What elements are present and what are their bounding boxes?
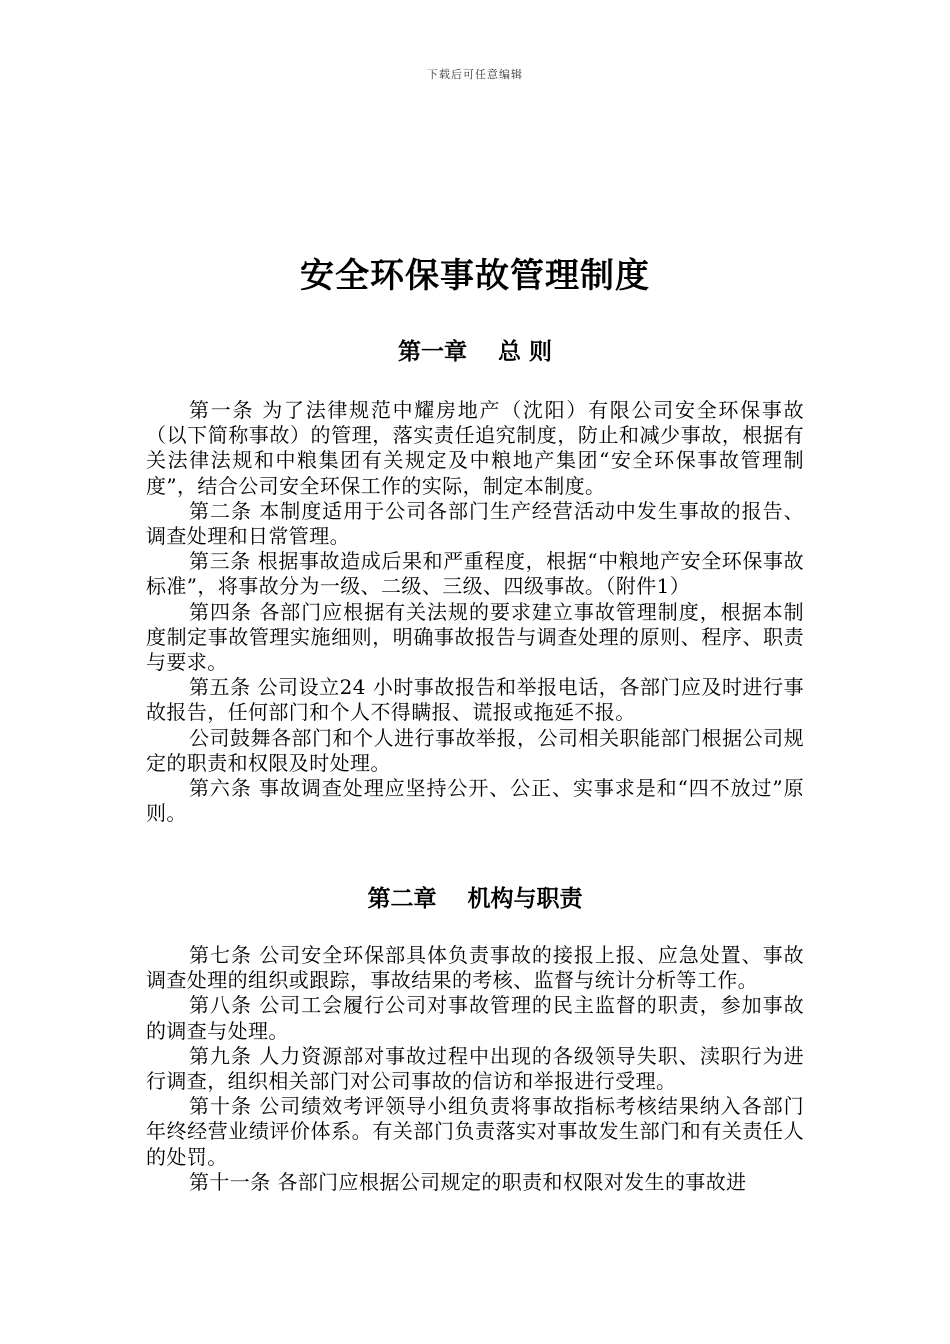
chapter-1-heading: 第一章 总 则 (397, 338, 552, 365)
chapter-2-heading: 第二章 机构与职责 (367, 885, 583, 912)
article-11: 第十一条 各部门应根据公司规定的职责和权限对发生的事故进 (189, 1169, 747, 1194)
article-5-supplement: 公司鼓舞各部门和个人进行事故举报，公司相关职能部门根据公司规定的职责和权限及时处理。 (146, 725, 804, 775)
article-1: 第一条 为了法律规范中耀房地产（沈阳）有限公司安全环保事故（以下简称事故）的管理，落实责任追究制度，防止和减少事故，根据有关法律法规和中粮集团有关规定及中粮地产集团“安全环保事故管理制度”，结合公司安全环保工作的实际，制定本制度。 (146, 398, 804, 498)
chapter-1-body (146, 398, 804, 826)
article-10: 第十条 公司绩效考评领导小组负责将事故指标考核结果纳入各部门年终经营业绩评价体系。有关部门负责落实对事故发生部门和有关责任人的处罚。 (146, 1094, 804, 1169)
article-6: 第六条 事故调查处理应坚持公开、公正、实事求是和“四不放过”原则。 (146, 776, 804, 826)
article-2: 第二条 本制度适用于公司各部门生产经营活动中发生事故的报告、调查处理和日常管理。 (146, 498, 804, 549)
article-7: 第七条 公司安全环保部具体负责事故的接报上报、应急处置、事故调查处理的组织或跟踪，事故结果的考核、监督与统计分析等工作。 (146, 943, 804, 993)
document-title: 安全环保事故管理制度 (300, 256, 650, 296)
chapter-2-body (146, 943, 804, 1195)
article-8: 第八条 公司工会履行公司对事故管理的民主监督的职责，参加事故的调查与处理。 (146, 993, 804, 1043)
article-4: 第四条 各部门应根据有关法规的要求建立事故管理制度，根据本制度制定事故管理实施细则，明确事故报告与调查处理的原则、程序、职责与要求。 (146, 599, 804, 675)
header-note: 下载后可任意编辑 (427, 68, 523, 81)
article-3: 第三条 根据事故造成后果和严重程度，根据“中粮地产安全环保事故标准”，将事故分为一级、二级、三级、四级事故。（附件1） (146, 549, 804, 599)
article-5: 第五条 公司设立24 小时事故报告和举报电话，各部门应及时进行事故报告，任何部门和个人不得瞒报、谎报或拖延不报。 (146, 675, 804, 725)
article-9: 第九条 人力资源部对事故过程中出现的各级领导失职、渎职行为进行调查，组织相关部门对公司事故的信访和举报进行受理。 (146, 1043, 804, 1094)
